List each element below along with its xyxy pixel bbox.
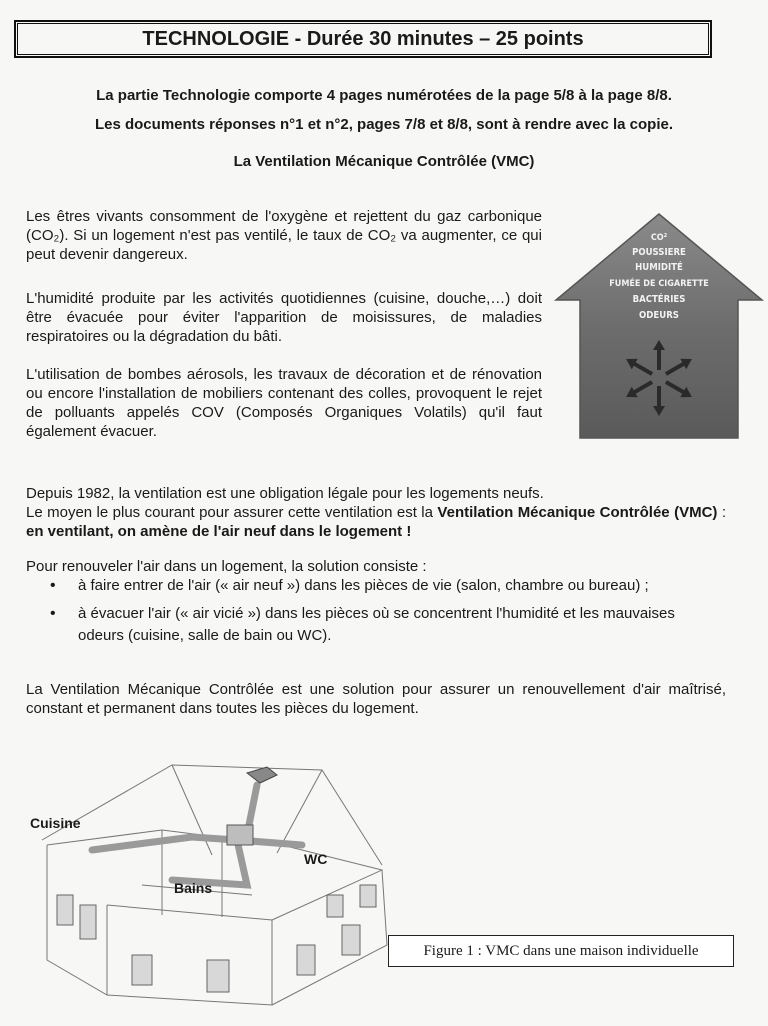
vmc-definition-start: Le moyen le plus courant pour assurer cette ventilation est la (26, 504, 438, 521)
house-text-co2: CO² (650, 233, 668, 243)
label-wc: WC (304, 851, 328, 867)
label-cuisine: Cuisine (30, 815, 81, 831)
paragraph-law-1982: Depuis 1982, la ventilation est une obligation légale pour les logements neufs. (26, 485, 544, 502)
paragraph-co2: Les êtres vivants consomment de l'oxygène et rejettent du gaz carbonique (CO₂). Si un logement n'est pas ventilé, le taux de CO₂ va augmenter, ce qui peut devenir dangereux. (26, 208, 542, 263)
list-item: • à évacuer l'air (« air vicié ») dans les pièces où se concentrent l'humidité et les mauvaises odeurs (cuisine, salle de bain ou WC). (50, 603, 710, 647)
vmc-house-illustration (22, 745, 442, 1020)
paragraph-cov: L'utilisation de bombes aérosols, les travaux de décoration et de rénovation ou encore l'installation de mobiliers contenant des colles, provoquent le rejet de polluants appelés COV (Composés Organiques Volatils) qu'il faut également évacuer. (26, 366, 542, 440)
figure-caption-text: Figure 1 : VMC dans une maison individuelle (423, 942, 699, 959)
figure-caption (388, 935, 734, 967)
paragraph-vmc-definition (26, 503, 726, 541)
label-bains: Bains (174, 880, 213, 896)
vmc-definition-emphasis: en ventilant, on amène de l'air neuf dans le logement ! (26, 523, 412, 540)
list-item: • à faire entrer de l'air (« air neuf ») dans les pièces de vie (salon, chambre ou bureau) ; (50, 575, 710, 597)
house-text-bacteries: BACTÉRIES (632, 294, 686, 305)
vmc-definition-colon: : (717, 504, 727, 521)
house-text-poussiere: POUSSIERE (632, 247, 686, 258)
house-cutaway-drawing (22, 745, 442, 1020)
pollutants-house-illustration (552, 210, 766, 446)
paragraph-vmc-conclusion: La Ventilation Mécanique Contrôlée est une solution pour assurer un renouvellement d'air maîtrisé, constant et permanent dans toutes les pièces du logement. (26, 681, 726, 717)
house-text-humidite: HUMIDITÉ (635, 262, 683, 273)
section-subtitle: La Ventilation Mécanique Contrôlée (VMC) (233, 153, 535, 170)
house-text-fumee: FUMÉE DE CIGARETTE (609, 279, 709, 289)
paragraph-humidity: L'humidité produite par les activités quotidiennes (cuisine, douche,…) doit être évacuée pour éviter l'apparition de moisissures, de maladies respiratoires ou la dégradation du bâti. (26, 290, 542, 345)
intro-line-1: La partie Technologie comporte 4 pages numérotées de la page 5/8 à la page 8/8. (96, 87, 672, 104)
house-text-odeurs: ODEURS (639, 310, 679, 321)
page-title-text: TECHNOLOGIE - Durée 30 minutes – 25 points (142, 27, 584, 50)
intro-line-2: Les documents réponses n°1 et n°2, pages 7/8 et 8/8, sont à rendre avec la copie. (94, 116, 674, 133)
vmc-motor-box (227, 825, 253, 845)
vmc-definition-term: Ventilation Mécanique Contrôlée (VMC) (437, 504, 718, 521)
page-title (14, 20, 712, 58)
paragraph-solution-intro: Pour renouveler l'air dans un logement, la solution consiste : (26, 558, 427, 575)
solution-list (50, 575, 710, 653)
house-icon (552, 210, 766, 446)
roof-outlet (247, 767, 277, 783)
